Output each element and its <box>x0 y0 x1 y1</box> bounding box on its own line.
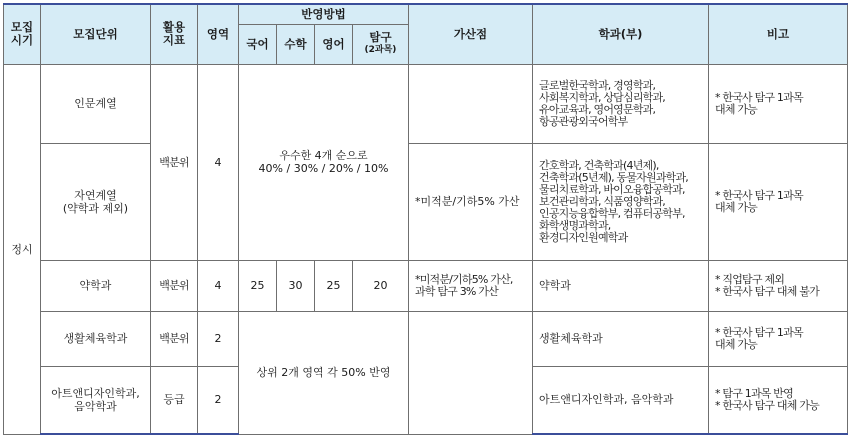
table-row <box>4 311 848 366</box>
header-inquiry-sub: (2과목) <box>364 45 397 55</box>
remark-cell: * 한국사 탐구 1과목 대체 가능 <box>709 64 848 143</box>
method-cell: 우수한 4개 순으로 40% / 30% / 20% / 10% <box>239 64 409 260</box>
unit-cell: 자연계열 (약학과 제외) <box>41 143 151 260</box>
inquiry-cell: 20 <box>353 260 409 311</box>
bonus-cell <box>409 64 533 143</box>
dept-cell: 글로벌한국학과, 경영학과, 사회복지학과, 상담심리학과, 유아교육과, 영어영문학과, 항공관광외국어학부 <box>533 64 709 143</box>
remark-cell: * 직업탐구 제외 * 한국사 탐구 대체 불가 <box>709 260 848 311</box>
area-cell: 4 <box>198 64 239 260</box>
remark-cell: * 한국사 탐구 1과목 대체 가능 <box>709 311 848 366</box>
english-cell: 25 <box>315 260 353 311</box>
period-cell: 정시 <box>4 64 41 434</box>
unit-cell: 생활체육학과 <box>41 311 151 366</box>
header-korean: 국어 <box>239 24 277 64</box>
dept-cell: 약학과 <box>533 260 709 311</box>
header-area: 영역 <box>198 4 239 64</box>
index-cell: 백분위 <box>151 64 198 260</box>
header-inquiry <box>353 24 409 64</box>
table-row <box>4 143 848 260</box>
bonus-cell: *미적분/기하5% 가산, 과학 탐구 3% 가산 <box>409 260 533 311</box>
dept-cell: 아트앤디자인학과, 음악학과 <box>533 366 709 434</box>
remark-cell: * 탐구 1과목 반영 * 한국사 탐구 대체 가능 <box>709 366 848 434</box>
index-cell: 등급 <box>151 366 198 434</box>
table-row <box>4 64 848 143</box>
header-bonus: 가산점 <box>409 4 533 64</box>
header-period: 모집 시기 <box>4 4 41 64</box>
unit-cell: 아트앤디자인학과, 음악학과 <box>41 366 151 434</box>
area-cell: 2 <box>198 311 239 366</box>
header-inquiry-label: 탐구 <box>369 30 392 44</box>
header-unit: 모집단위 <box>41 4 151 64</box>
dept-cell: 간호학과, 건축학과(4년제), 건축학과(5년제), 동물자원과학과, 물리치료학과, 바이오융합공학과, 보건관리학과, 식품영양학과, 인공지능융합학부, 컴퓨터공학부, 화학생명과학과, 환경디자인원예학과 <box>533 143 709 260</box>
area-cell: 4 <box>198 260 239 311</box>
method-cell: 상위 2개 영역 각 50% 반영 <box>239 311 409 434</box>
bonus-cell <box>409 311 533 434</box>
header-remark: 비고 <box>709 4 848 64</box>
area-cell: 2 <box>198 366 239 434</box>
header-index: 활용 지표 <box>151 4 198 64</box>
math-cell: 30 <box>277 260 315 311</box>
index-cell: 백분위 <box>151 311 198 366</box>
header-math: 수학 <box>277 24 315 64</box>
unit-cell: 인문계열 <box>41 64 151 143</box>
dept-cell: 생활체육학과 <box>533 311 709 366</box>
index-cell: 백분위 <box>151 260 198 311</box>
table-row <box>4 260 848 311</box>
header-english: 영어 <box>315 24 353 64</box>
header-dept: 학과(부) <box>533 4 709 64</box>
korean-cell: 25 <box>239 260 277 311</box>
unit-cell: 약학과 <box>41 260 151 311</box>
admission-table <box>3 3 848 435</box>
header-method: 반영방법 <box>239 4 409 24</box>
bonus-cell: *미적분/기하5% 가산 <box>409 143 533 260</box>
remark-cell: * 한국사 탐구 1과목 대체 가능 <box>709 143 848 260</box>
